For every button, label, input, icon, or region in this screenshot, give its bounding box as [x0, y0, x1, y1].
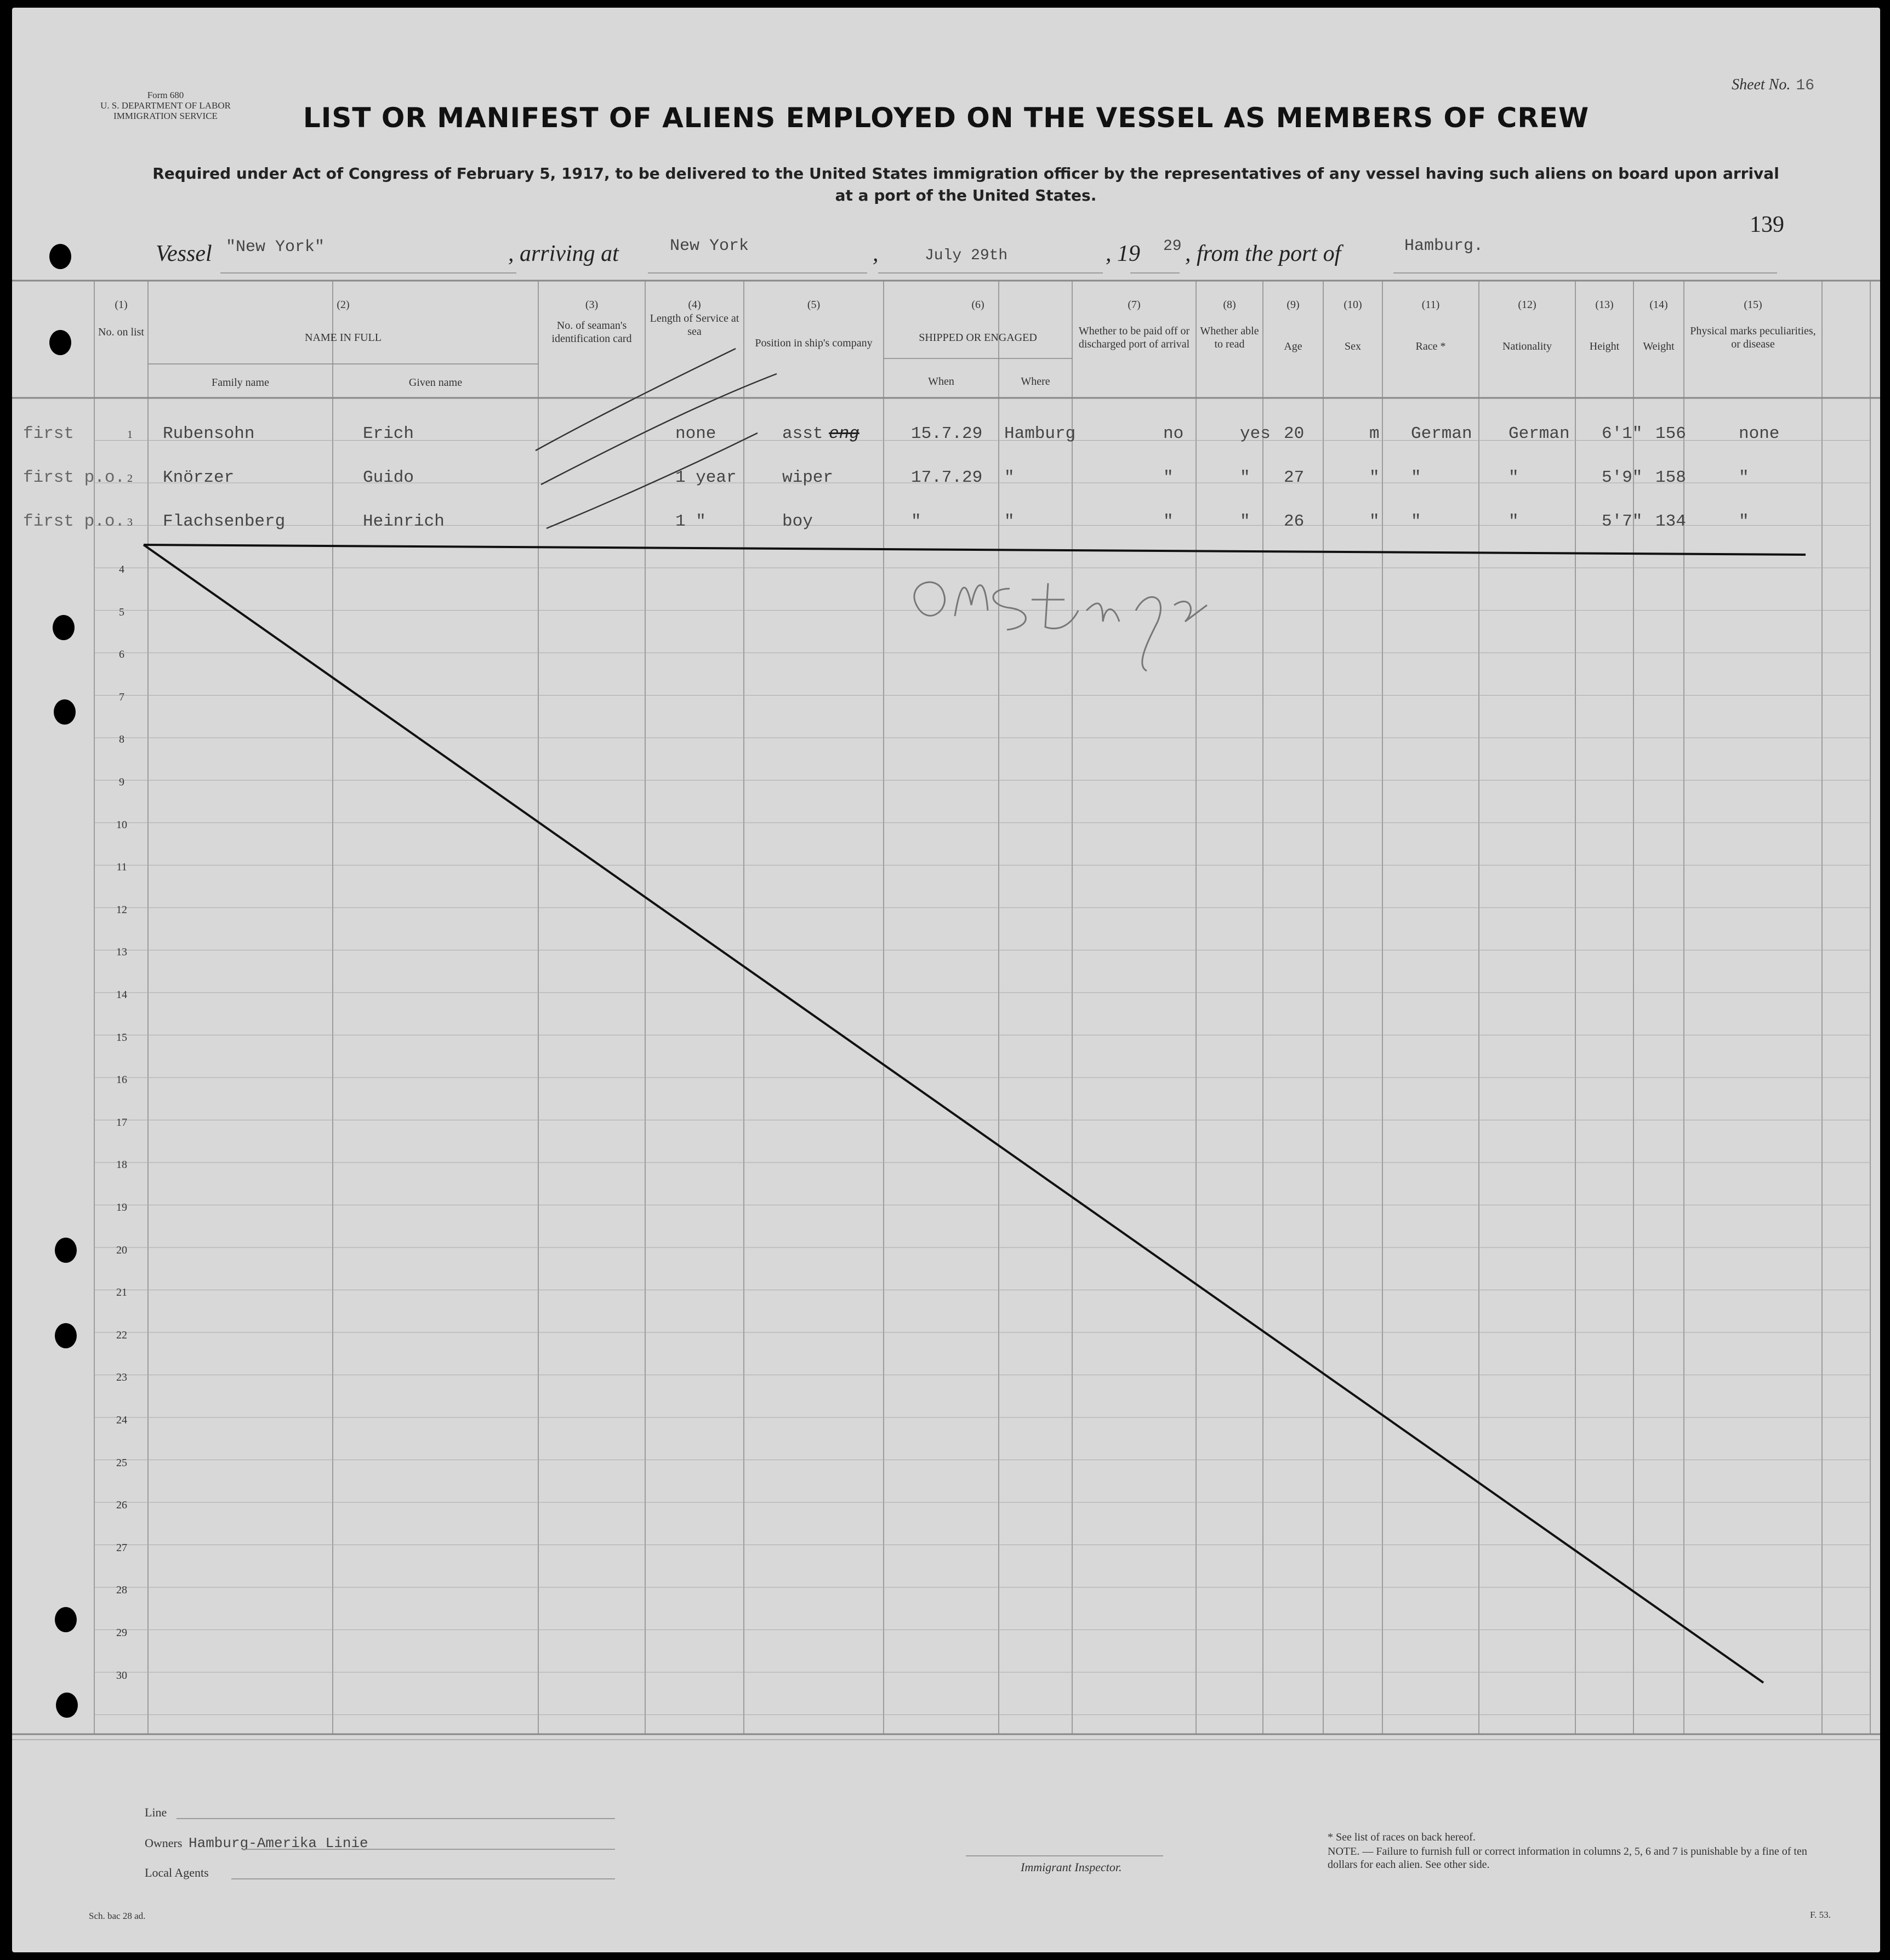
- vessel-label: Vessel: [156, 241, 212, 266]
- row-number: 26: [116, 1499, 127, 1512]
- department: U. S. DEPARTMENT OF LABOR: [100, 100, 231, 111]
- row-number: 28: [116, 1584, 127, 1597]
- vessel-value: "New York": [226, 238, 325, 257]
- race: German: [1411, 424, 1472, 443]
- col-position-header: Position in ship's company: [755, 337, 873, 349]
- row-number: 2: [127, 472, 133, 485]
- sheet-number: [1732, 76, 1814, 94]
- row-number: 12: [116, 903, 127, 916]
- given-name: Guido: [363, 468, 414, 487]
- code-left: Sch. bac 28 ad.: [89, 1911, 146, 1921]
- col-shipped-engaged-number: (6): [971, 299, 984, 311]
- col-sex-header: Sex: [1345, 340, 1361, 352]
- col-age-number: (9): [1286, 299, 1300, 311]
- note-star: * See list of races on back hereof.: [1328, 1831, 1476, 1843]
- form-number: Form 680: [147, 90, 184, 100]
- shipped-where: Hamburg: [1004, 424, 1076, 443]
- row-number: 21: [116, 1286, 127, 1299]
- punch-hole: [55, 1323, 77, 1348]
- family-name: Flachsenberg: [163, 512, 286, 531]
- row-number: 14: [116, 989, 127, 1001]
- row-number: 17: [116, 1116, 127, 1129]
- height: 5'9": [1602, 468, 1643, 487]
- length-of-service: 1 year: [675, 468, 737, 487]
- weight: 156: [1655, 424, 1686, 443]
- col-shipped-engaged-header: SHIPPED OR ENGAGED: [919, 332, 1037, 344]
- col-no-on-list-number: (1): [115, 299, 128, 311]
- row-number: 23: [116, 1371, 127, 1384]
- col-id-card-number: (3): [585, 299, 599, 311]
- row-number: 6: [119, 648, 124, 661]
- row-number: 1: [127, 429, 133, 441]
- col-nationality-number: (12): [1518, 299, 1536, 311]
- row-number: 24: [116, 1414, 127, 1426]
- row-number: 20: [116, 1244, 127, 1256]
- col-race-number: (11): [1421, 299, 1440, 311]
- row-number: 5: [119, 606, 124, 618]
- col-height-header: Height: [1589, 340, 1620, 352]
- col-where-header: Where: [1021, 375, 1050, 388]
- paid-off: ": [1163, 512, 1174, 531]
- row-number: 15: [116, 1031, 127, 1044]
- physical-marks: ": [1739, 468, 1749, 487]
- col-position-number: (5): [807, 299, 821, 311]
- row-margin-note: first: [23, 424, 75, 443]
- paid-off: no: [1163, 424, 1184, 443]
- row-number: 29: [116, 1627, 127, 1639]
- shipped-where: ": [1004, 512, 1015, 531]
- row-number: 22: [116, 1329, 127, 1341]
- col-age-header: Age: [1284, 340, 1302, 352]
- sheet-value: 16: [1796, 77, 1814, 94]
- manifest-page: [12, 8, 1880, 1952]
- stamp-number: 139: [1750, 212, 1784, 237]
- row-number: 18: [116, 1159, 127, 1171]
- owners-value: Hamburg-Amerika Linie: [189, 1835, 368, 1851]
- col-weight-number: (14): [1649, 299, 1668, 311]
- physical-marks: none: [1739, 424, 1780, 443]
- position-struck: eng: [829, 424, 859, 443]
- row-number: 4: [119, 563, 124, 576]
- able-to-read: ": [1240, 512, 1250, 531]
- col-family-name-header: Family name: [212, 377, 269, 389]
- punch-hole: [49, 330, 71, 355]
- punch-hole: [56, 1693, 78, 1718]
- punch-hole: [54, 699, 76, 725]
- date-value: July 29th: [925, 247, 1008, 264]
- code-right: F. 53.: [1810, 1910, 1831, 1920]
- row-number: 7: [119, 691, 124, 703]
- row-number: 25: [116, 1456, 127, 1469]
- age: 27: [1284, 468, 1305, 487]
- given-name: Erich: [363, 424, 414, 443]
- col-physical-marks-number: (15): [1744, 299, 1762, 311]
- race: ": [1411, 512, 1421, 531]
- shipped-when: ": [911, 512, 921, 531]
- family-name: Rubensohn: [163, 424, 255, 443]
- year-prefix: , 19: [1106, 241, 1140, 266]
- arriving-label: , arriving at: [508, 241, 619, 266]
- page-title: LIST OR MANIFEST OF ALIENS EMPLOYED ON THE VESSEL AS MEMBERS OF CREW: [303, 102, 1590, 134]
- col-length-service-header: Length of Service at sea: [650, 312, 739, 338]
- weight: 158: [1655, 468, 1686, 487]
- agents-label: Local Agents: [145, 1866, 209, 1879]
- shipped-where: ": [1004, 468, 1015, 487]
- length-of-service: none: [675, 424, 716, 443]
- port-value: Hamburg.: [1404, 237, 1484, 255]
- note-text: NOTE. — Failure to furnish full or correct information in columns 2, 5, 6 and 7 is punishable by a fine of ten dollars for each alien. See other side.: [1328, 1845, 1807, 1871]
- shipped-when: 15.7.29: [911, 424, 983, 443]
- row-number: 9: [119, 776, 124, 788]
- col-when-header: When: [928, 375, 954, 388]
- family-name: Knörzer: [163, 468, 235, 487]
- col-given-name-header: Given name: [408, 377, 463, 389]
- col-length-service-number: (4): [688, 299, 701, 311]
- position: asst: [782, 424, 823, 443]
- shipped-when: 17.7.29: [911, 468, 983, 487]
- row-number: 8: [119, 733, 124, 746]
- able-to-read: yes: [1240, 424, 1271, 443]
- nationality: ": [1508, 468, 1519, 487]
- col-paid-off-number: (7): [1128, 299, 1141, 311]
- row-number: 16: [116, 1074, 127, 1086]
- age: 20: [1284, 424, 1305, 443]
- col-nationality-header: Nationality: [1502, 340, 1552, 352]
- race: ": [1411, 468, 1421, 487]
- height: 6'1": [1602, 424, 1643, 443]
- punch-hole: [55, 1607, 77, 1632]
- service: IMMIGRATION SERVICE: [113, 111, 218, 121]
- row-number: 19: [116, 1201, 127, 1213]
- owners-label: Owners: [145, 1836, 183, 1850]
- year-value: 29: [1163, 238, 1182, 255]
- length-of-service: 1 ": [675, 512, 706, 531]
- weight: 134: [1655, 512, 1686, 531]
- able-to-read: ": [1240, 468, 1250, 487]
- height: 5'7": [1602, 512, 1643, 531]
- col-no-on-list-header: No. on list: [98, 326, 144, 338]
- comma-sep: ,: [873, 241, 879, 266]
- punch-hole: [53, 615, 75, 640]
- col-able-to-read-number: (8): [1223, 299, 1236, 311]
- row-number: 10: [116, 818, 127, 831]
- sheet-label: Sheet No.: [1732, 76, 1791, 93]
- sex: m: [1369, 424, 1380, 443]
- col-sex-number: (10): [1344, 299, 1362, 311]
- col-physical-marks-header: Physical marks peculiarities, or disease: [1690, 325, 1816, 350]
- page-subtitle: Required under Act of Congress of February 5, 1917, to be delivered to the United States immigration officer by the representatives of any vessel having such aliens on board upon arrival at a port of the United States.: [152, 164, 1779, 204]
- col-weight-header: Weight: [1643, 340, 1675, 352]
- col-able-to-read-header: Whether able to read: [1200, 325, 1259, 350]
- sex: ": [1369, 468, 1380, 487]
- col-height-number: (13): [1595, 299, 1614, 311]
- row-margin-note: first p.o.: [23, 512, 126, 531]
- age: 26: [1284, 512, 1305, 531]
- col-paid-off-header: Whether to be paid off or discharged port of arrival: [1078, 325, 1190, 350]
- nationality: ": [1508, 512, 1519, 531]
- given-name: Heinrich: [363, 512, 445, 531]
- from-label: , from the port of: [1185, 241, 1341, 266]
- col-race-header: Race *: [1415, 340, 1446, 352]
- inspector-label: Immigrant Inspector.: [1021, 1860, 1122, 1874]
- paid-off: ": [1163, 468, 1174, 487]
- row-number: 30: [116, 1669, 127, 1682]
- col-id-card-header: No. of seaman's identification card: [551, 320, 632, 345]
- line-label: Line: [145, 1805, 167, 1819]
- punch-hole: [49, 244, 71, 269]
- arriving-value: New York: [670, 237, 749, 255]
- nationality: German: [1508, 424, 1570, 443]
- row-number: 27: [116, 1541, 127, 1554]
- col-name-in-full-header: NAME IN FULL: [305, 332, 382, 344]
- sex: ": [1369, 512, 1380, 531]
- row-number: 13: [116, 946, 127, 959]
- row-margin-note: first p.o.: [23, 468, 126, 487]
- physical-marks: ": [1739, 512, 1749, 531]
- position: boy: [782, 512, 813, 531]
- position: wiper: [782, 468, 834, 487]
- row-number: 11: [116, 861, 127, 874]
- col-name-in-full-number: (2): [337, 299, 350, 311]
- row-number: 3: [127, 516, 133, 528]
- punch-hole: [55, 1238, 77, 1263]
